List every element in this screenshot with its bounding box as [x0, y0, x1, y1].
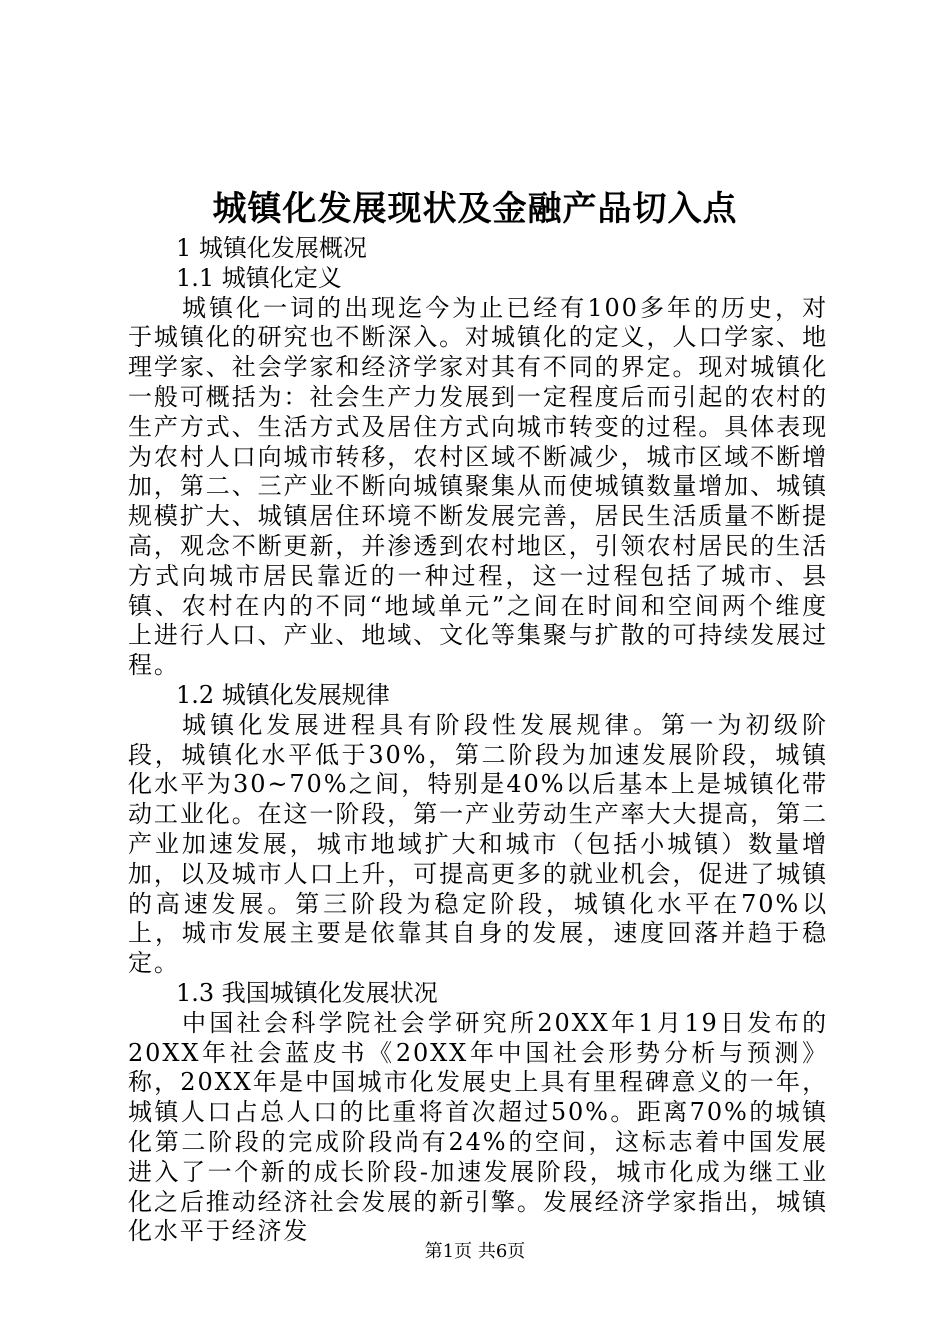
paragraph-definition: 城镇化一词的出现迄今为止已经有100多年的历史，对于城镇化的研究也不断深入。对城镇化的定义，人口学家、地理学家、社会学家和经济学家对其有不同的界定。现对城镇化一般可概括为：社会生产力发展到一定程度后而引起的农村的生产方式、生活方式及居住方式向城市转变的过程。具体表现为农村人口向城市转移，农村区域不断减少，城市区域不断增加，第二、三产业不断向城镇聚集从而使城镇数量增加、城镇规模扩大、城镇居住环境不断发展完善，居民生活质量不断提高，观念不断更新，并渗透到农村地区，引领农村居民的生活方式向城市居民靠近的一种过程，这一过程包括了城市、县镇、农村在内的不同“地域单元”之间在时间和空间两个维度上进行人口、产业、地域、文化等集聚与扩散的可持续发展过程。 [128, 293, 828, 680]
section-heading-1: 1 城镇化发展概况 [176, 234, 367, 262]
page-number-footer: 第1页 共6页 [424, 1241, 526, 1262]
paragraph-development-law: 城镇化发展进程具有阶段性发展规律。第一为初级阶段，城镇化水平低于30%，第二阶段为加速发展阶段，城镇化水平为30~70%之间，特别是40%以后基本上是城镇化带动工业化。在这一阶段，第一产业劳动生产率大大提高，第二产业加速发展，城市地域扩大和城市（包括小城镇）数量增加，以及城市人口上升，可提高更多的就业机会，促进了城镇的高速发展。第三阶段为稳定阶段，城镇化水平在70%以上，城市发展主要是依靠其自身的发展，速度回落并趋于稳定。 [128, 710, 828, 978]
section-heading-1-2: 1.2 城镇化发展规律 [176, 680, 390, 709]
section-heading-1-1: 1.1 城镇化定义 [176, 263, 342, 292]
document-body [128, 234, 828, 1247]
paragraph-china-status: 中国社会科学院社会学研究所20XX年1月19日发布的20XX年社会蓝皮书《20XX年中国社会形势分析与预测》称，20XX年是中国城市化发展史上具有里程碑意义的一年，城镇人口占总人口的比重将首次超过50%。距离70%的城镇化第二阶段的完成阶段尚有24%的空间，这标志着中国发展进入了一个新的成长阶段-加速发展阶段，城市化成为继工业化之后推动经济社会发展的新引擎。发展经济学家指出，城镇化水平于经济发 [128, 1008, 828, 1246]
section-heading-1-3: 1.3 我国城镇化发展状况 [176, 978, 438, 1007]
document-title: 城镇化发展现状及金融产品切入点 [212, 189, 738, 229]
